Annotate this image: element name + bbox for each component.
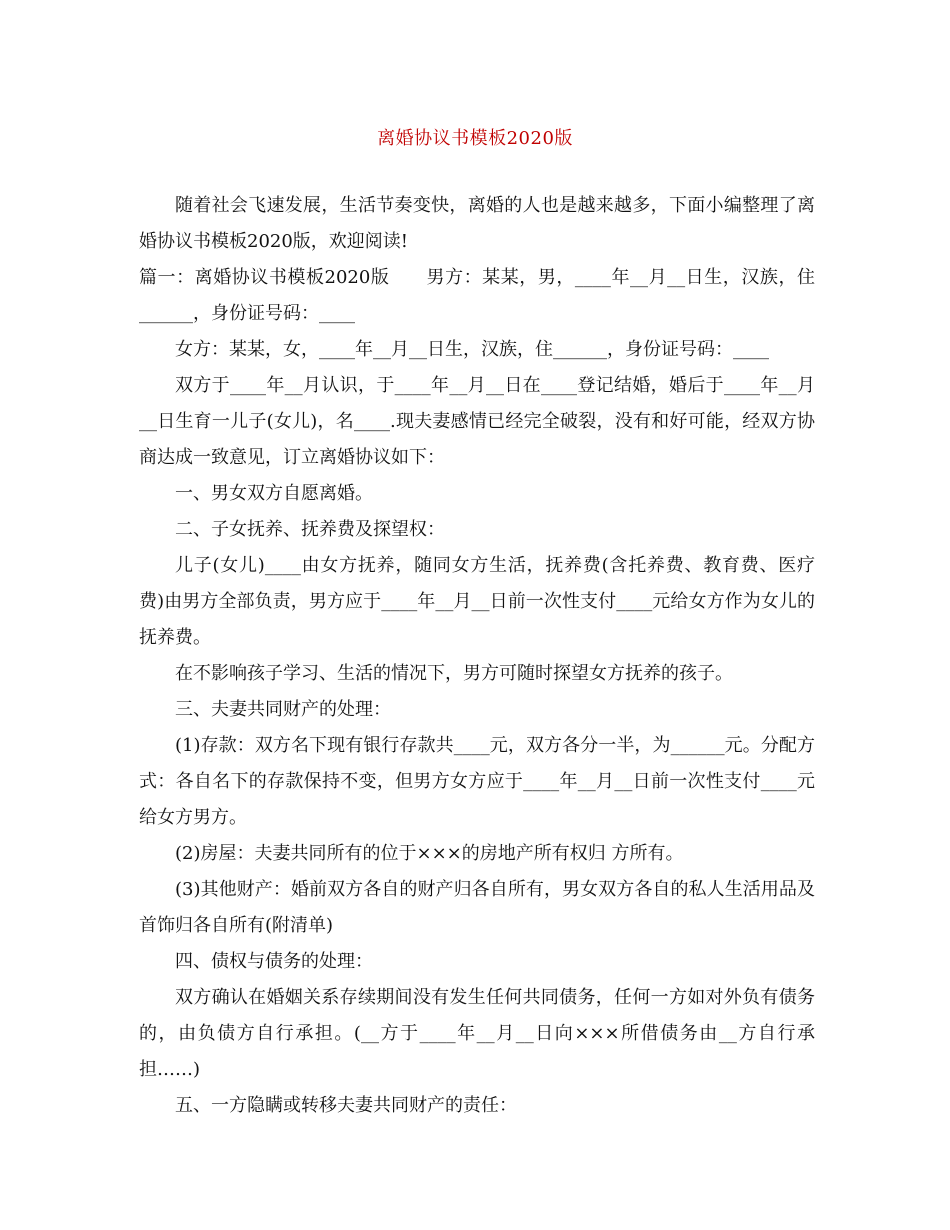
female-info-paragraph: 女方：某某，女，____年__月__日生，汉族，住______，身份证号码：____ <box>175 339 769 360</box>
document-body <box>139 188 815 1124</box>
marriage-background-paragraph: 双方于____年__月认识，于____年__月__日在____登记结婚，婚后于____年__月__日生育一儿子(女儿)，名____.现夫妻感情已经完全破裂，没有和好可能，经双方协商达成一致意见，订立离婚协议如下： <box>139 375 815 468</box>
visitation-paragraph: 在不影响孩子学习、生活的情况下，男方可随时探望女方抚养的孩子。 <box>175 663 733 684</box>
intro-paragraph: 随着社会飞速发展，生活节奏变快，离婚的人也是越来越多，下面小编整理了离婚协议书模板2020版，欢迎阅读! <box>139 195 815 252</box>
section-one-heading-and-male-info: 篇一：离婚协议书模板2020版 男方：某某，男，____年__月__日生，汉族，住______，身份证号码：____ <box>139 267 815 324</box>
other-property-paragraph: (3)其他财产：婚前双方各自的财产归各自所有，男女双方各自的私人生活用品及首饰归各自所有(附清单) <box>139 879 815 936</box>
child-custody-paragraph: 儿子(女儿)____由女方抚养，随同女方生活，抚养费(含托养费、教育费、医疗费)由男方全部负责，男方应于____年__月__日前一次性支付____元给女方作为女儿的抚养费。 <box>139 555 815 648</box>
document-title: 离婚协议书模板2020版 <box>377 128 573 149</box>
clause-one-heading: 一、男女双方自愿离婚。 <box>175 483 373 504</box>
clause-two-heading: 二、子女抚养、抚养费及探望权： <box>175 519 445 540</box>
clause-four-heading: 四、债权与债务的处理： <box>175 951 373 972</box>
clause-five-heading: 五、一方隐瞒或转移夫妻共同财产的责任： <box>175 1095 517 1116</box>
house-paragraph: (2)房屋：夫妻共同所有的位于×××的房地产所有权归 方所有。 <box>175 843 684 864</box>
clause-three-heading: 三、夫妻共同财产的处理： <box>175 699 391 720</box>
savings-paragraph: (1)存款：双方名下现有银行存款共____元，双方各分一半，为______元。分配方式：各自名下的存款保持不变，但男方女方应于____年__月__日前一次性支付____元给女方男方。 <box>139 735 815 828</box>
debt-paragraph: 双方确认在婚姻关系存续期间没有发生任何共同债务，任何一方如对外负有债务的，由负债方自行承担。(__方于____年__月__日向×××所借债务由__方自行承担……) <box>139 987 815 1080</box>
